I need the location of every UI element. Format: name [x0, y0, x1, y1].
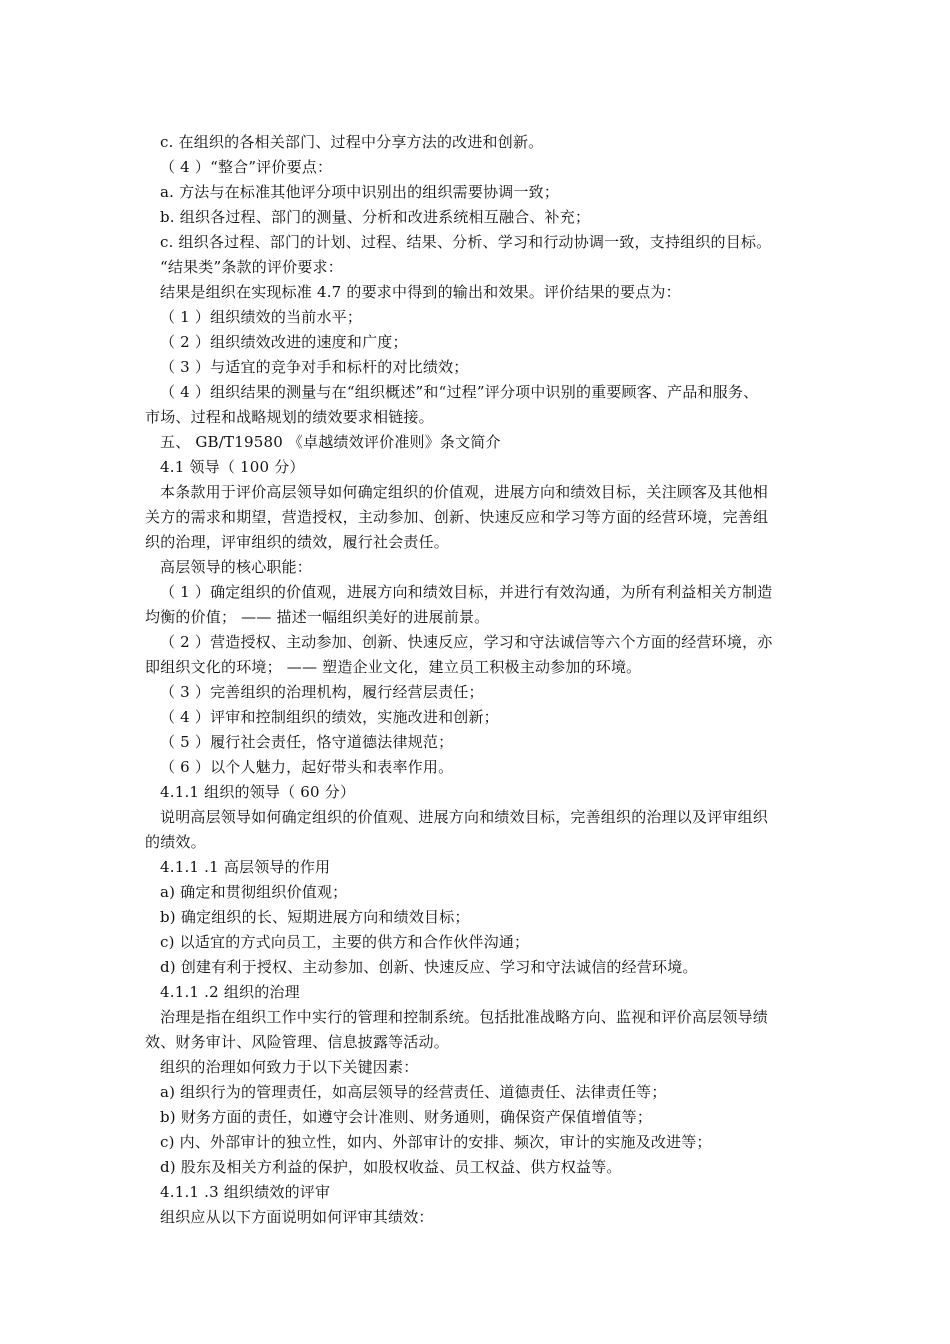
text-line: 组织应从以下方面说明如何评审其绩效：: [160, 1208, 434, 1226]
text-line: a) 组织行为的管理责任，如高层领导的经营责任、道德责任、法律责任等；: [160, 1083, 667, 1101]
text-line: a) 确定和贯彻组织价值观；: [160, 883, 348, 901]
text-line: c) 以适宜的方式向员工，主要的供方和合作伙伴沟通；: [160, 933, 530, 951]
text-line: a. 方法与在标准其他评分项中识别出的组织需要协调一致；: [160, 183, 560, 201]
text-line: （ 2 ）组织绩效改进的速度和广度；: [160, 333, 408, 351]
text-line: 本条款用于评价高层领导如何确定组织的价值观，进展方向和绩效目标，关注顾客及其他相: [160, 483, 769, 501]
text-line: （ 2 ）营造授权、主动参加、创新、快速反应，学习和守法诚信等六个方面的经营环境，亦: [160, 633, 773, 651]
text-line: 高层领导的核心职能：: [160, 558, 313, 576]
text-line: b) 确定组织的长、短期进展方向和绩效目标；: [160, 908, 470, 926]
section-heading: 4.1.1 .2 组织的治理: [160, 983, 300, 1001]
text-line: （ 1 ）组织绩效的当前水平；: [160, 308, 363, 326]
section-heading: 4.1.1 .1 高层领导的作用: [160, 858, 331, 876]
text-line: 组织的治理如何致力于以下关键因素：: [160, 1058, 419, 1076]
text-line: “结果类”条款的评价要求：: [160, 258, 343, 276]
text-line: d) 创建有利于授权、主动参加、创新、快速反应、学习和守法诚信的经营环境。: [160, 958, 698, 976]
text-line: 织的治理，评审组织的绩效，履行社会责任。: [145, 533, 450, 551]
section-heading: 4.1 领导（ 100 分）: [160, 458, 305, 476]
text-line: d) 股东及相关方利益的保护，如股权收益、员工权益、供方权益等。: [160, 1158, 622, 1176]
text-line: 市场、过程和战略规划的绩效要求相链接。: [145, 408, 434, 426]
text-line: （ 1 ）确定组织的价值观，进展方向和绩效目标，并进行有效沟通，为所有利益相关方制造: [160, 583, 773, 601]
text-line: c) 内、外部审计的独立性，如内、外部审计的安排、频次，审计的实施及改进等；: [160, 1133, 712, 1151]
text-line: （ 5 ）履行社会责任，恪守道德法律规范；: [160, 733, 454, 751]
text-line: 结果是组织在实现标准 4.7 的要求中得到的输出和效果。评价结果的要点为：: [160, 283, 681, 301]
text-line: （ 4 ）组织结果的测量与在“组织概述”和“过程”评分项中识别的重要顾客、产品和服务、: [160, 383, 759, 401]
text-line: （ 6 ）以个人魅力，起好带头和表率作用。: [160, 758, 454, 776]
section-heading: 4.1.1 组织的领导（ 60 分）: [160, 783, 356, 801]
section-heading: 五、 GB/T19580 《卓越绩效评价准则》条文简介: [160, 433, 501, 451]
text-line: （ 4 ）“整合”评价要点：: [160, 158, 333, 176]
text-line: 的绩效。: [145, 833, 206, 851]
text-line: 关方的需求和期望，营造授权，主动参加、创新、快速反应和学习等方面的经营环境，完善组: [145, 508, 769, 526]
text-line: 治理是指在组织工作中实行的管理和控制系统。包括批准战略方向、监视和评价高层领导绩: [160, 1008, 769, 1026]
text-line: b) 财务方面的责任，如遵守会计准则、财务通则，确保资产保值增值等；: [160, 1108, 653, 1126]
text-line: b. 组织各过程、部门的测量、分析和改进系统相互融合、补充；: [160, 208, 591, 226]
text-line: 效、财务审计、风险管理、信息披露等活动。: [145, 1033, 450, 1051]
text-line: c. 在组织的各相关部门、过程中分享方法的改进和创新。: [160, 133, 544, 151]
section-heading: 4.1.1 .3 组织绩效的评审: [160, 1183, 331, 1201]
text-line: （ 3 ）与适宜的竞争对手和标杆的对比绩效；: [160, 358, 469, 376]
text-line: （ 3 ）完善组织的治理机构，履行经营层责任；: [160, 683, 484, 701]
text-line: c. 组织各过程、部门的计划、过程、结果、分析、学习和行动协调一致，支持组织的目标。: [160, 233, 772, 251]
text-line: （ 4 ）评审和控制组织的绩效，实施改进和创新；: [160, 708, 499, 726]
text-line: 均衡的价值； —— 描述一幅组织美好的进展前景。: [145, 608, 490, 626]
text-line: 说明高层领导如何确定组织的价值观、进展方向和绩效目标，完善组织的治理以及评审组织: [160, 808, 769, 826]
text-line: 即组织文化的环境； —— 塑造企业文化，建立员工积极主动参加的环境。: [145, 658, 642, 676]
